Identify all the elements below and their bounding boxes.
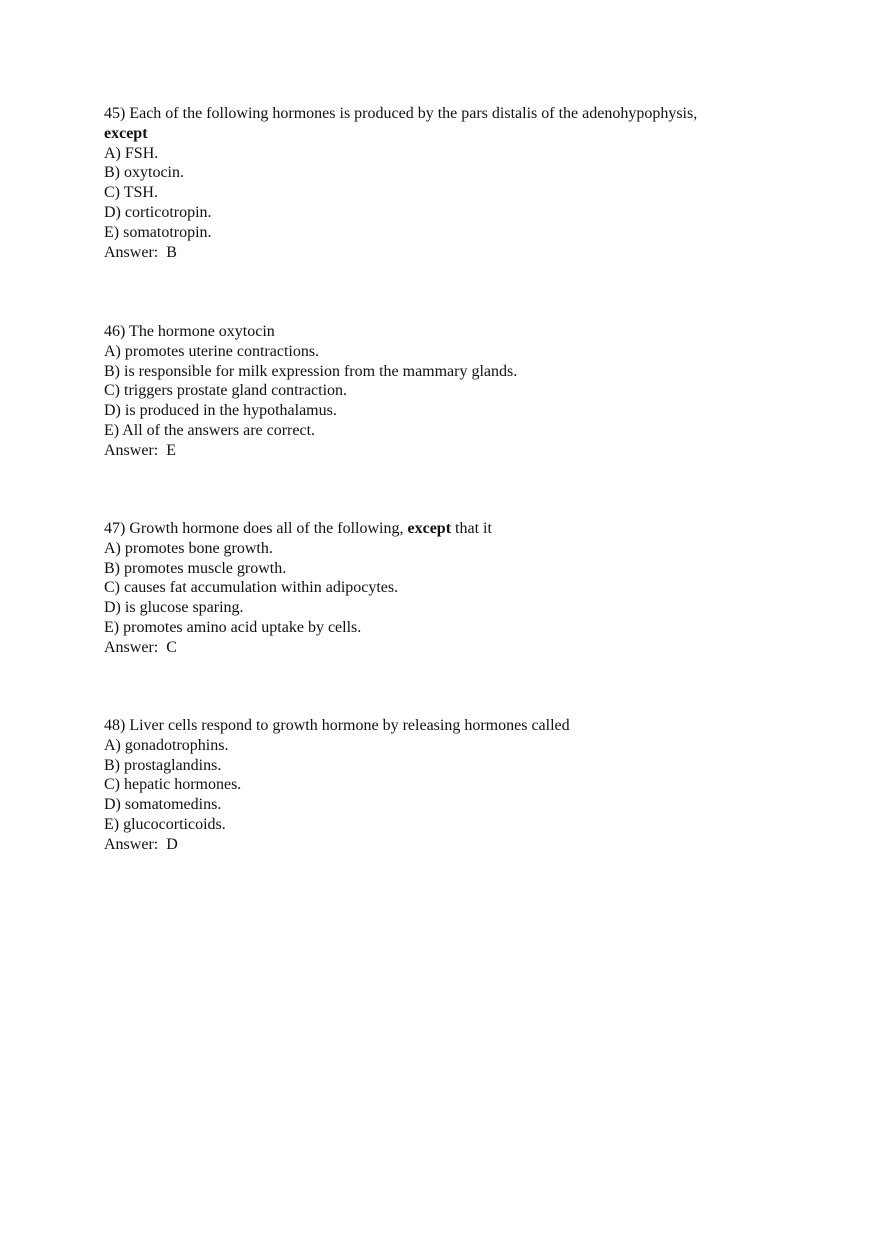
- answer: Answer: C: [104, 638, 177, 656]
- question-48: [104, 716, 804, 855]
- option-a: A) gonadotrophins.: [104, 736, 229, 754]
- question-stem: [104, 104, 804, 124]
- option-d: D) is produced in the hypothalamus.: [104, 402, 337, 420]
- question-text-tail: that it: [455, 520, 492, 537]
- option-e: E) somatotropin.: [104, 223, 212, 241]
- question-stem: [104, 716, 804, 736]
- answer: Answer: B: [104, 243, 177, 261]
- option-d: D) is glucose sparing.: [104, 599, 244, 617]
- option-d: D) corticotropin.: [104, 203, 212, 221]
- question-number: 46): [104, 323, 126, 340]
- question-number: 48): [104, 717, 126, 734]
- option-a: A) promotes bone growth.: [104, 539, 273, 557]
- option-c: C) hepatic hormones.: [104, 776, 242, 794]
- question-text: Liver cells respond to growth hormone by releasing hormones called: [129, 717, 570, 734]
- option-c: C) triggers prostate gland contraction.: [104, 382, 348, 400]
- answer-value: C: [166, 638, 177, 656]
- option-b: B) promotes muscle growth.: [104, 559, 287, 577]
- option-c: C) TSH.: [104, 184, 158, 202]
- question-number: 47): [104, 520, 126, 537]
- option-c: C) causes fat accumulation within adipocytes.: [104, 579, 399, 597]
- question-number: 45): [104, 105, 126, 122]
- question-stem: [104, 322, 804, 342]
- option-e: E) promotes amino acid uptake by cells.: [104, 618, 362, 636]
- option-e: E) glucocorticoids.: [104, 815, 226, 833]
- question-stem: [104, 519, 804, 539]
- question-emphasis: except: [104, 124, 148, 142]
- option-e: E) All of the answers are correct.: [104, 421, 316, 439]
- question-emphasis: except: [407, 520, 452, 537]
- answer-value: D: [166, 835, 178, 853]
- option-a: A) FSH.: [104, 144, 159, 162]
- option-b: B) is responsible for milk expression from the mammary glands.: [104, 362, 518, 380]
- question-46: [104, 322, 804, 461]
- question-text: Each of the following hormones is produced by the pars distalis of the adenohypophysis,: [129, 105, 698, 122]
- answer-value: E: [166, 441, 176, 459]
- answer: Answer: E: [104, 441, 176, 459]
- option-d: D) somatomedins.: [104, 796, 222, 814]
- question-text: The hormone oxytocin: [129, 323, 275, 340]
- answer-value: B: [166, 243, 177, 261]
- question-47: [104, 519, 804, 658]
- question-text: Growth hormone does all of the following,: [129, 520, 404, 537]
- answer: Answer: D: [104, 835, 178, 853]
- option-b: B) oxytocin.: [104, 164, 184, 182]
- question-45: [104, 104, 804, 262]
- option-a: A) promotes uterine contractions.: [104, 342, 320, 360]
- option-b: B) prostaglandins.: [104, 756, 222, 774]
